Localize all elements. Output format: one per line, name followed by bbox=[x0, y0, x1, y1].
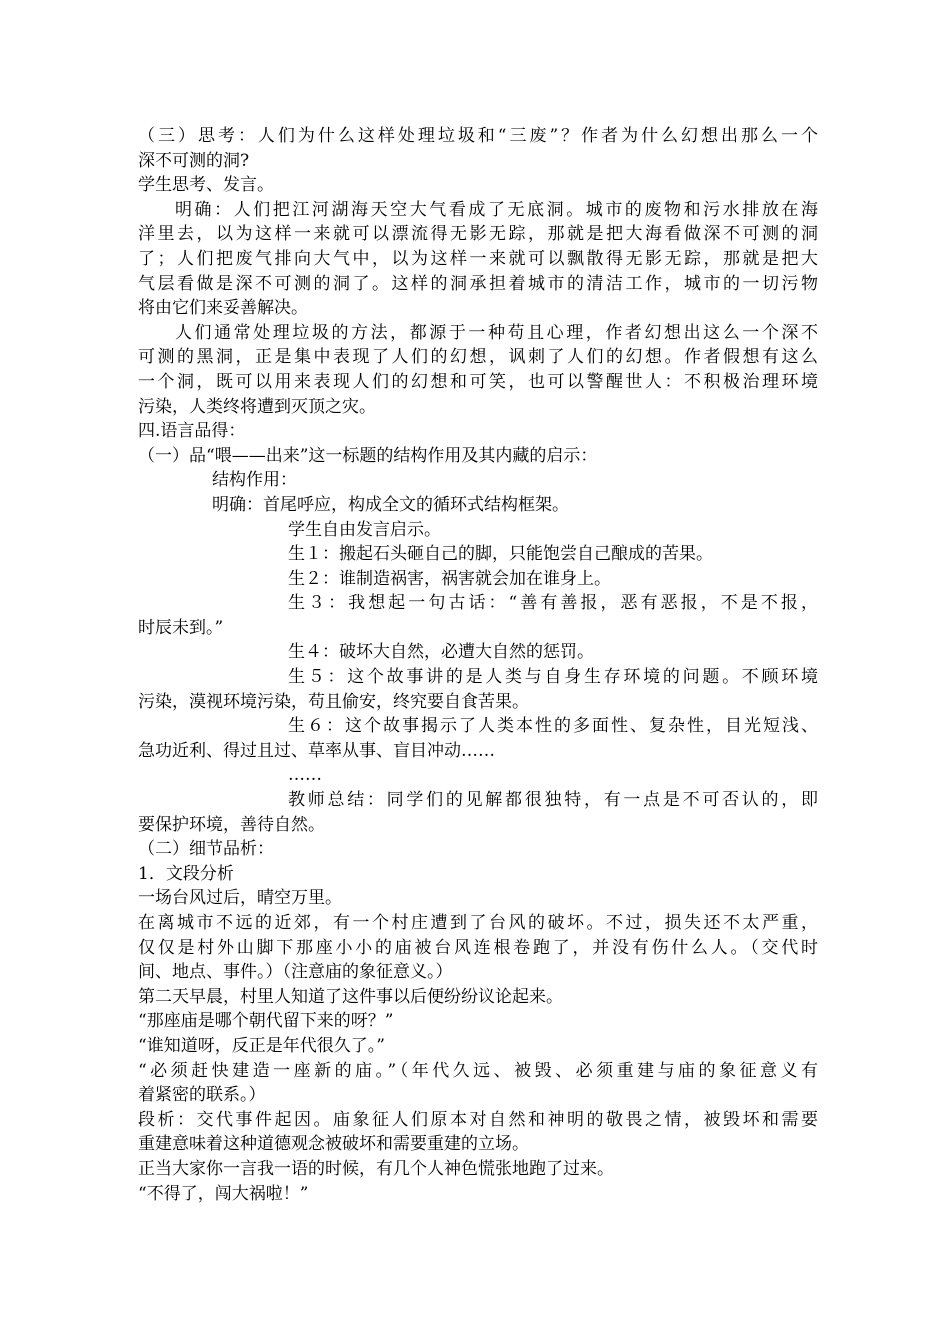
section-heading: 四.语言品得： bbox=[138, 421, 246, 442]
text-line: 生２：谁制造祸害，祸害就会加在谁身上。 bbox=[288, 568, 611, 589]
text-line: 生３：我想起一句古话：“善有善报，恶有恶报，不是不报， bbox=[288, 593, 818, 614]
text-line: 学生自由发言启示。 bbox=[288, 519, 441, 540]
text-line: 气层看做是深不可测的洞了。这样的洞承担着城市的清洁工作，城市的一切污物 bbox=[138, 273, 818, 294]
text-line: 着紧密的联系。） bbox=[138, 1085, 266, 1106]
text-line: 教师总结：同学们的见解都很独特，有一点是不可否认的，即 bbox=[288, 790, 818, 811]
text-line: 生１：搬起石头砸自己的脚，只能饱尝自己酿成的苦果。 bbox=[288, 544, 713, 565]
text-line: 明确：首尾呼应，构成全文的循环式结构框架。 bbox=[212, 494, 569, 515]
text-line: “必须赶快建造一座新的庙。”（年代久远、被毁、必须重建与庙的象征意义有 bbox=[138, 1060, 818, 1081]
text-line: 1．文段分析 bbox=[138, 863, 234, 884]
text-line: 重建意味着这种道德观念被破坏和需要重建的立场。 bbox=[138, 1134, 529, 1155]
text-line: 第二天早晨，村里人知道了这件事以后便纷纷议论起来。 bbox=[138, 986, 563, 1007]
text-line: “那座庙是哪个朝代留下来的呀？” bbox=[138, 1011, 394, 1032]
text-line: 段析：交代事件起因。庙象征人们原本对自然和神明的敬畏之情，被毁坏和需要 bbox=[138, 1109, 818, 1130]
text-line: 深不可测的洞? bbox=[138, 150, 250, 171]
text-line: 要保护环境，善待自然。 bbox=[138, 814, 325, 835]
text-line: 结构作用： bbox=[212, 470, 297, 491]
text-line: 明确：人们把江河湖海天空大气看成了无底洞。城市的废物和污水排放在海 bbox=[175, 199, 818, 220]
text-line: 正当大家你一言我一语的时候，有几个人神色慌张地跑了过来。 bbox=[138, 1158, 614, 1179]
text-line: 仅仅是村外山脚下那座小小的庙被台风连根卷跑了，并没有伤什么人。（交代时 bbox=[138, 937, 818, 958]
text-line: “不得了，闯大祸啦！” bbox=[138, 1183, 309, 1204]
text-line: 一场台风过后，晴空万里。 bbox=[138, 888, 342, 909]
text-line: “谁知道呀，反正是年代很久了。” bbox=[138, 1035, 385, 1056]
text-line: 急功近利、得过且过、草率从事、盲目冲动…… bbox=[138, 740, 495, 761]
text-line: 了；人们把废气排向大气中，以为这样一来就可以飘散得无影无踪，那就是把大 bbox=[138, 248, 818, 269]
text-line: 洋里去，以为这样一来就可以漂流得无影无踪，那就是把大海看做深不可测的洞 bbox=[138, 224, 818, 245]
text-line: 一个洞，既可以用来表现人们的幻想和可笑，也可以警醒世人：不积极治理环境 bbox=[138, 371, 818, 392]
text-line: 生６：这个故事揭示了人类本性的多面性、复杂性，目光短浅、 bbox=[288, 716, 818, 737]
text-line: …… bbox=[288, 765, 322, 786]
text-line: 污染，人类终将遭到灭顶之灾。 bbox=[138, 396, 376, 417]
document-page bbox=[138, 124, 818, 1206]
text-line: 将由它们来妥善解决。 bbox=[138, 298, 308, 319]
text-line: 时辰未到。” bbox=[138, 617, 224, 638]
text-line: 间、地点、事件。）（注意庙的象征意义。） bbox=[138, 962, 453, 983]
text-line: 在离城市不远的近郊，有一个村庄遭到了台风的破坏。不过，损失还不太严重， bbox=[138, 913, 818, 933]
text-line: 学生思考、发言。 bbox=[138, 175, 274, 196]
text-line: 可测的黑洞，正是集中表现了人们的幻想，讽刺了人们的幻想。作者假想有这么 bbox=[138, 347, 818, 368]
subsection-heading: （一）品“喂——出来”这一标题的结构作用及其内藏的启示： bbox=[138, 445, 598, 466]
text-line: 生４：破坏大自然，必遭大自然的惩罚。 bbox=[288, 642, 594, 663]
subsection-heading: （二）细节品析： bbox=[138, 839, 274, 860]
text-line: 人们通常处理垃圾的方法，都源于一种苟且心理，作者幻想出这么一个深不 bbox=[175, 322, 818, 343]
text-line: 污染，漠视环境污染，苟且偷安，终究要自食苦果。 bbox=[138, 691, 529, 712]
text-line: （三）思考：人们为什么这样处理垃圾和“三废”？作者为什么幻想出那么一个 bbox=[138, 126, 818, 146]
text-line: 生５：这个故事讲的是人类与自身生存环境的问题。不顾环境 bbox=[288, 667, 818, 688]
